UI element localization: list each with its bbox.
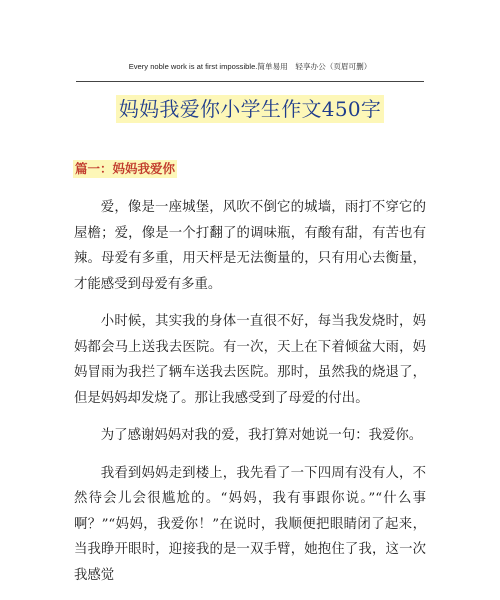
document-title: 妈妈我爱你小学生作文450字 (116, 95, 384, 123)
paragraph: 爱，像是一座城堡，风吹不倒它的城墙，雨打不穿它的屋檐；爱，像是一个打翻了的调味瓶，有酸有甜，有苦也有辣。母爱有多重，用天枰是无法衡量的，只有用心去衡量，才能感受到母爱有多重。 (74, 200, 426, 292)
header-tagline: 简单易用 轻享办公（页眉可删） (257, 62, 372, 71)
page-header (76, 62, 424, 72)
paragraph: 我看到妈妈走到楼上，我先看了一下四周有没有人，不然待会儿会很尴尬的。“妈妈，我有事跟你说。”“什么事啊？”“妈妈，我爱你！”在说时，我顺便把眼睛闭了起来，当我睁开眼时，迎接我的是一双手臂，她抱住了我，这一次我感觉 (74, 465, 426, 583)
section-heading: 篇一：妈妈我爱你 (75, 161, 176, 176)
document-title-block (0, 95, 500, 123)
header-divider (76, 81, 424, 82)
header-motto: Every noble work is at first impossible. (128, 62, 258, 71)
paragraph: 为了感谢妈妈对我的爱，我打算对她说一句：我爱你。 (100, 428, 423, 443)
paragraph: 小时候，其实我的身体一直很不好，每当我发烧时，妈妈都会马上送我去医院。有一次，天上在下着倾盆大雨，妈妈冒雨为我拦了辆车送我去医院。那时，虽然我的烧退了，但是妈妈却发烧了。那让我感受到了母爱的付出。 (74, 314, 426, 406)
document-body (74, 195, 426, 600)
